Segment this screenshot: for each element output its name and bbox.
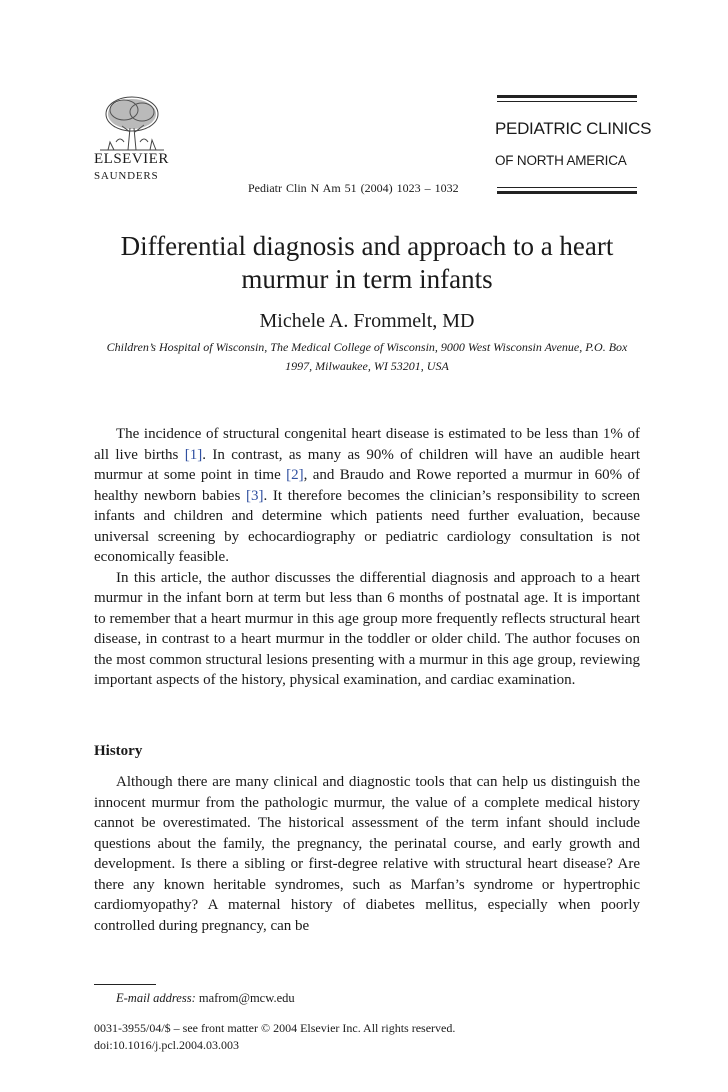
reference-link-3[interactable]: [3] [245, 487, 264, 504]
intro-text: , and Braudo and Rowe reported a murmur in 60% of healthy newborn babies [94, 467, 640, 504]
footnote-email [116, 991, 295, 1006]
journal-rule-top [497, 95, 637, 98]
intro-paragraph-1 [94, 424, 640, 568]
copyright-line: 0031-3955/04/$ – see front matter © 2004 Elsevier Inc. All rights reserved. [94, 1021, 456, 1035]
email-label: E-mail address: [116, 991, 196, 1005]
history-paragraph-1: Although there are many clinical and diagnostic tools that can help us distinguish the innocent murmur from the pathologic murmur, the value of a complete medical history cannot be overestimated. The historical assessment of the term infant should include questions about the family, the pregnancy, the perinatal course, and early growth and development. Is there a sibling or first-degree relative with structural heart disease? Are there any known heritable syndromes, such as Marfan’s syndrome or hypertrophic cardiomyopathy? A maternal history of diabetes mellitus, especially when poorly controlled during pregnancy, can be [94, 774, 640, 934]
intro-text: . In contrast, as many as 90% of children will have an audible heart murmur at some point in time [94, 446, 640, 483]
intro-paragraph-2: In this article, the author discusses the differential diagnosis and approach to a heart murmur in the infant born at term but less than 6 months of postnatal age. It is important to remember that a heart murmur in this age group more frequently reflects structural heart disease, in contrast to a heart murmur in the toddler or older child. The author focuses on the most common structural lesions presenting with a murmur in this age group, reviewing important aspects of the history, physical examination, and cardiac examination. [94, 569, 640, 688]
copyright-block [94, 1020, 455, 1054]
journal-rule-top-thin [497, 101, 637, 102]
email-address[interactable]: mafrom@mcw.edu [198, 991, 295, 1005]
reference-link-1[interactable]: [1] [184, 446, 203, 463]
journal-rule-bottom-thin [497, 187, 637, 188]
journal-title-line1: PEDIATRIC CLINICS [495, 119, 652, 138]
article-author: Michele A. Frommelt, MD [259, 310, 475, 332]
introduction-section [94, 424, 640, 691]
journal-rule-bottom [497, 191, 637, 194]
journal-title-line2: OF NORTH AMERICA [495, 153, 627, 168]
doi-line: doi:10.1016/j.pcl.2004.03.003 [94, 1038, 239, 1052]
journal-citation: Pediatr Clin N Am 51 (2004) 1023 – 1032 [248, 181, 459, 195]
publisher-imprint: SAUNDERS [94, 170, 159, 182]
intro-text: The incidence of structural congenital heart disease is estimated to be less than 1% of all live births [94, 426, 640, 463]
publisher-name: ELSEVIER [94, 151, 169, 167]
reference-link-2[interactable]: [2] [286, 467, 304, 483]
section-heading-history: History [94, 743, 143, 759]
article-title: Differential diagnosis and approach to a heart murmur in term infants [120, 231, 614, 294]
author-affiliation: Children’s Hospital of Wisconsin, The Medical College of Wisconsin, 9000 West Wisconsin Avenue, P.O. Box 1997, Milwaukee, WI 53201, USA [106, 340, 628, 373]
intro-text: . It therefore becomes the clinician’s responsibility to screen infants and children and determine which patients need further evaluation, because universal screening by echocardiography or pediatric cardiology consultation is not economically feasible. [94, 487, 640, 565]
footnote-rule [94, 984, 156, 985]
history-section [94, 772, 640, 936]
